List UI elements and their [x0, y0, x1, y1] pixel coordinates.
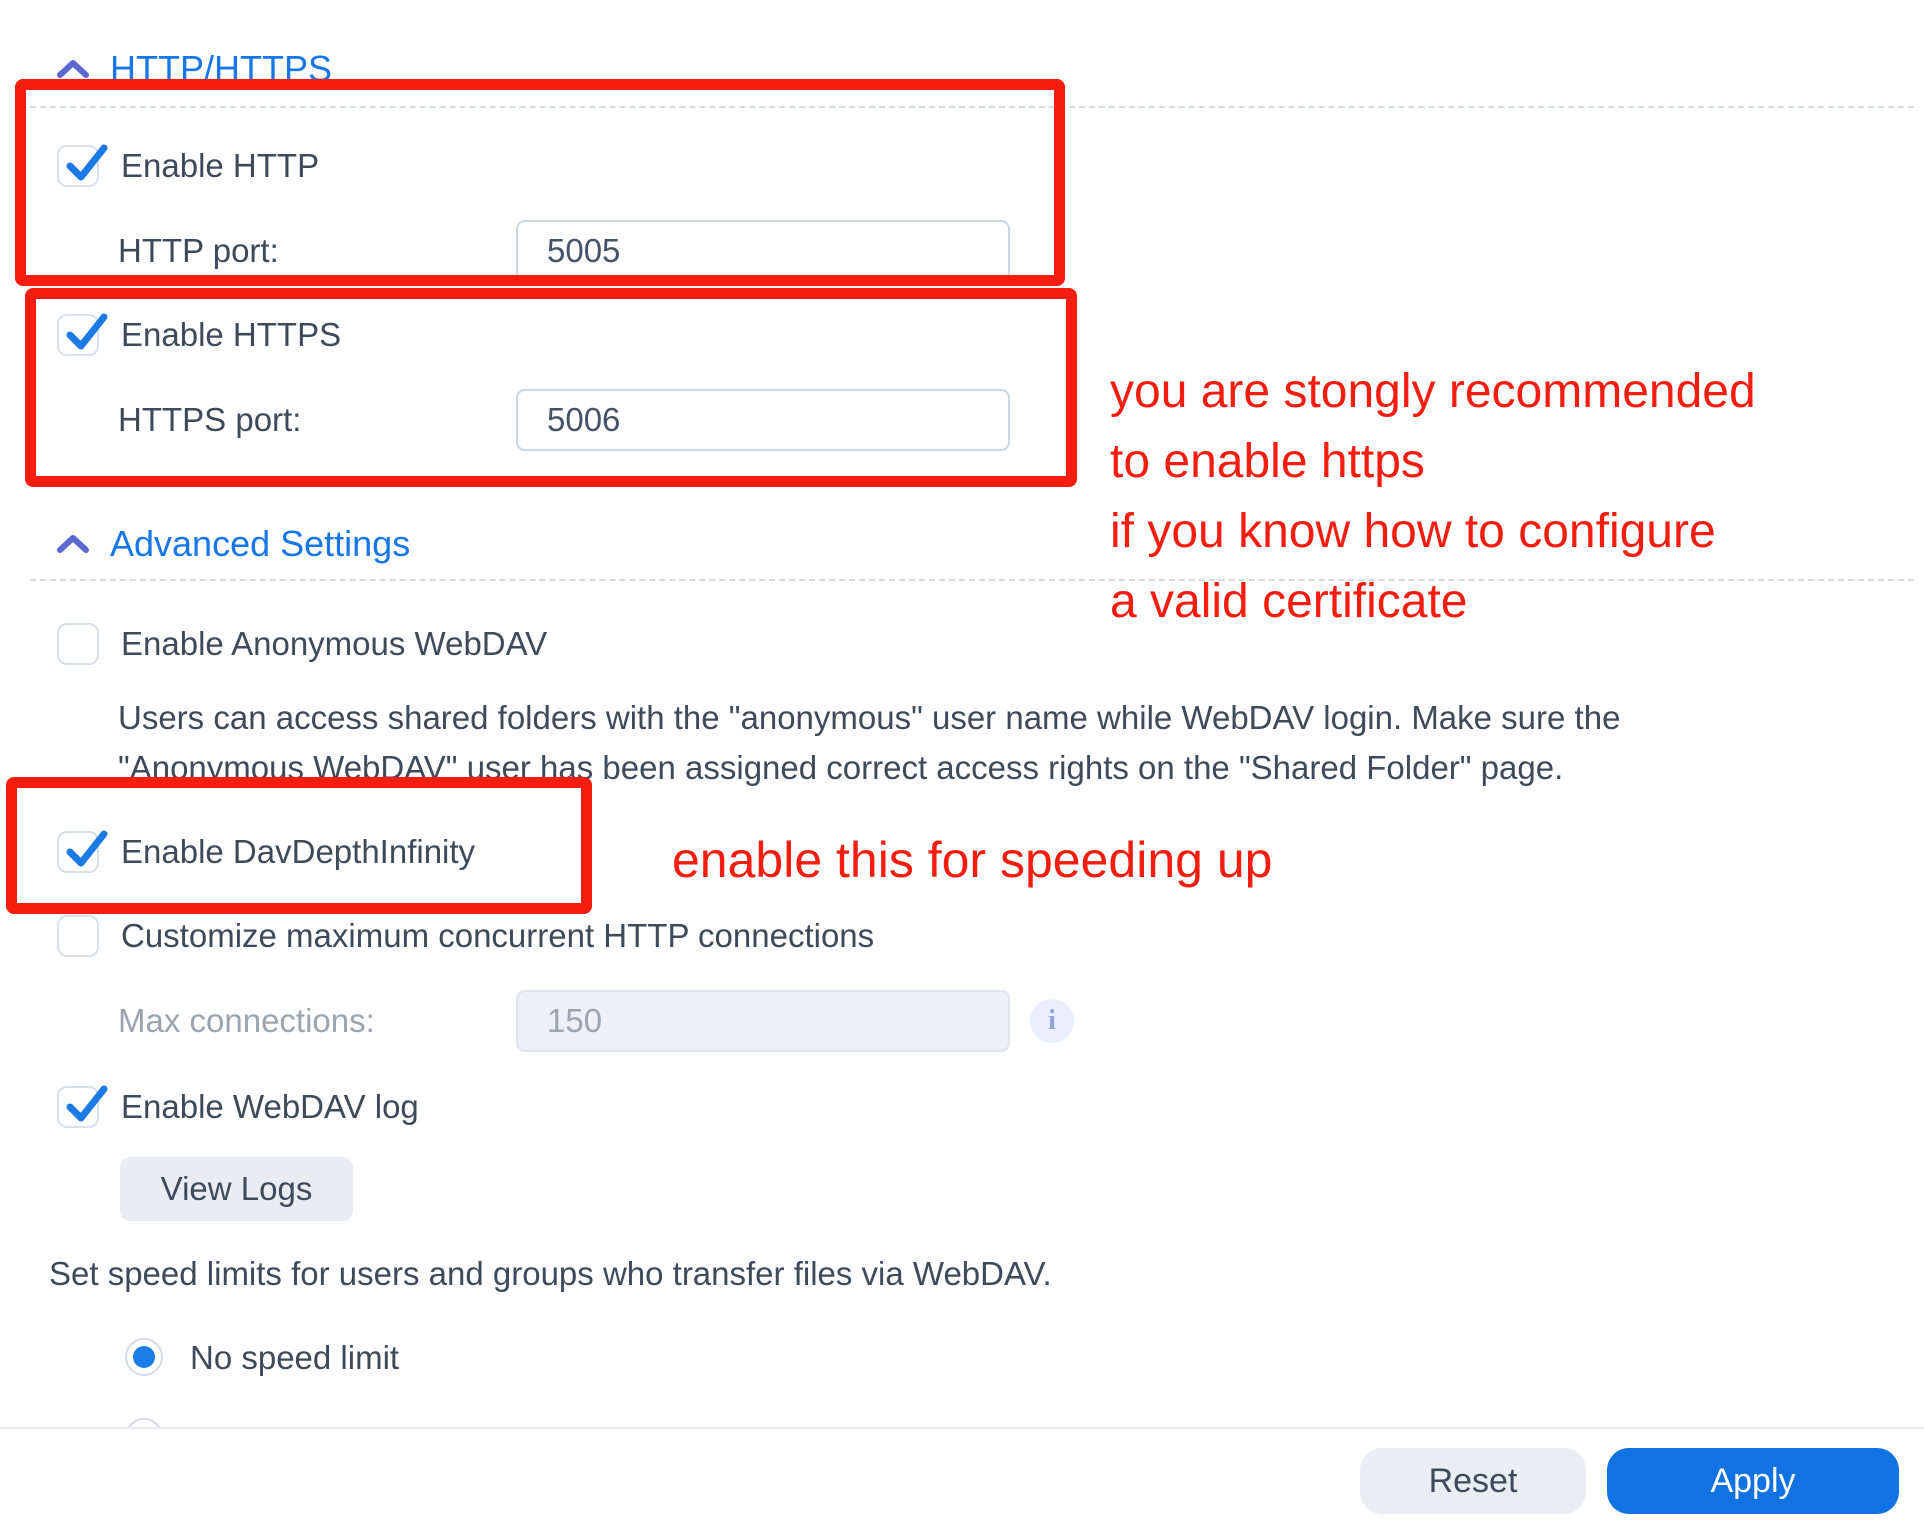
view-logs-button[interactable]: View Logs	[120, 1157, 353, 1221]
check-icon	[62, 1082, 108, 1128]
max-connections-input	[516, 990, 1010, 1052]
https-port-input[interactable]	[516, 389, 1010, 451]
http-port-label: HTTP port:	[118, 232, 279, 269]
footer-divider	[0, 1427, 1924, 1429]
enable-anonymous-webdav-checkbox[interactable]	[57, 623, 99, 665]
description-line: Users can access shared folders with the "anonymous" user name while WebDAV login. Make sure the	[118, 699, 1621, 736]
annotation-line: you are stongly recommended	[1110, 365, 1756, 418]
enable-anonymous-webdav-label: Enable Anonymous WebDAV	[121, 625, 548, 662]
enable-https-checkbox[interactable]	[57, 314, 99, 356]
annotation-line: if you know how to configure	[1110, 505, 1716, 558]
reset-button[interactable]: Reset	[1360, 1448, 1586, 1514]
no-speed-limit-label: No speed limit	[190, 1339, 400, 1376]
enable-davdepthinfinity-label: Enable DavDepthInfinity	[121, 833, 476, 870]
enable-http-checkbox[interactable]	[57, 145, 99, 187]
section-title-http-https[interactable]: HTTP/HTTPS	[110, 48, 332, 89]
radio-dot	[133, 1346, 155, 1368]
enable-davdepthinfinity-checkbox[interactable]	[57, 831, 99, 873]
collapse-chevron-up-icon[interactable]	[55, 57, 91, 81]
max-connections-label: Max connections:	[118, 1002, 375, 1039]
radio-ring	[125, 1418, 163, 1427]
speed-limit-intro: Set speed limits for users and groups who transfer files via WebDAV.	[49, 1255, 1052, 1292]
apply-button[interactable]: Apply	[1607, 1448, 1899, 1514]
check-icon	[62, 141, 108, 187]
annotation-line: a valid certificate	[1110, 575, 1468, 628]
section-divider	[30, 106, 1914, 108]
enable-webdav-log-label: Enable WebDAV log	[121, 1088, 419, 1125]
https-port-label: HTTPS port:	[118, 401, 302, 438]
info-icon[interactable]: i	[1030, 999, 1074, 1043]
description-line: "Anonymous WebDAV" user has been assigned correct access rights on the "Shared Folder" page.	[118, 749, 1564, 786]
check-icon	[62, 310, 108, 356]
no-speed-limit-radio[interactable]	[125, 1338, 163, 1376]
enable-webdav-log-checkbox[interactable]	[57, 1086, 99, 1128]
annotation-note-davdepthinfinity: enable this for speeding up	[672, 832, 1273, 888]
customize-max-connections-label: Customize maximum concurrent HTTP connections	[121, 917, 875, 954]
second-radio-partial[interactable]	[125, 1418, 163, 1427]
http-port-input[interactable]	[516, 220, 1010, 282]
annotation-note-https	[1110, 357, 1756, 637]
enable-http-label: Enable HTTP	[121, 147, 320, 184]
check-icon	[62, 827, 108, 873]
annotation-line: to enable https	[1110, 435, 1425, 488]
customize-max-connections-checkbox[interactable]	[57, 915, 99, 957]
enable-https-label: Enable HTTPS	[121, 316, 342, 353]
anonymous-webdav-description	[118, 693, 1620, 793]
section-title-advanced-settings[interactable]: Advanced Settings	[110, 523, 411, 564]
collapse-chevron-up-icon[interactable]	[55, 532, 91, 556]
